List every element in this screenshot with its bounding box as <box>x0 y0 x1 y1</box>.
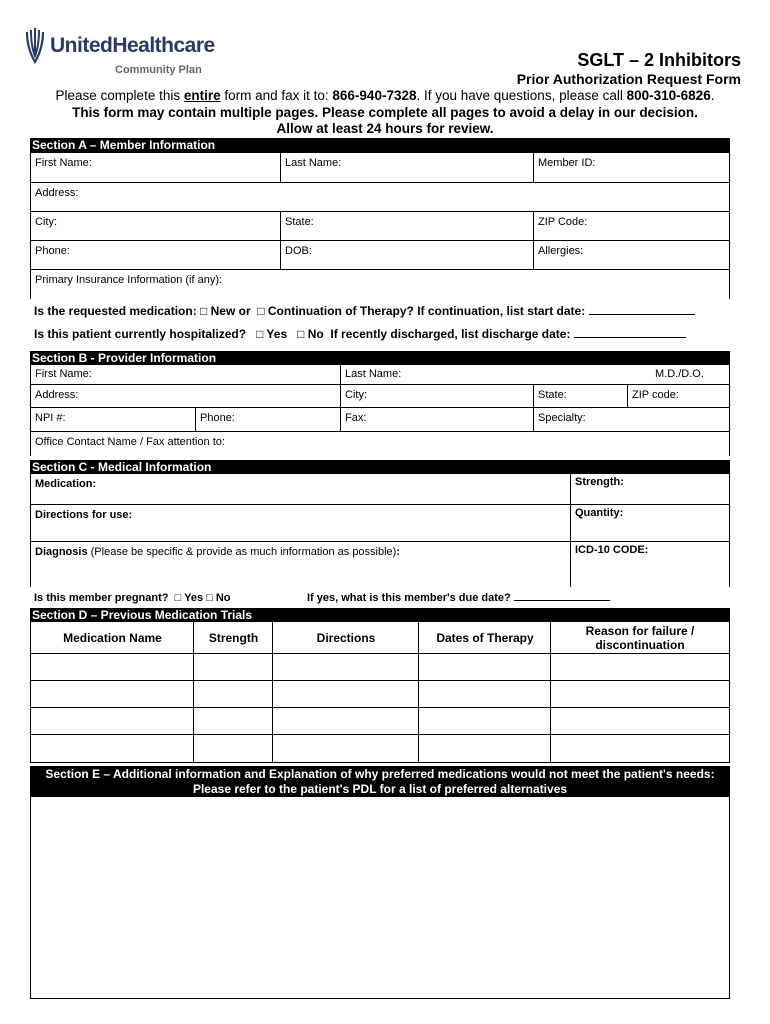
member-dob-field[interactable]: DOB: <box>280 241 534 269</box>
member-city-field[interactable]: City: <box>35 216 57 228</box>
hospitalized-question: Is this patient currently hospitalized? □ Yes □ No If recently discharged, list discharge date: <box>34 327 686 341</box>
logo-wordmark: UnitedHealthcare <box>50 34 215 57</box>
intro-line-1: Please complete this entire form and fax it to: 866-940-7328. If you have questions, please call 800-310-6826. <box>55 88 715 103</box>
pregnancy-question: Is this member pregnant? □ Yes □ No <box>34 592 231 604</box>
diagnosis-field[interactable]: Diagnosis (Please be specific & provide as much information as possible): <box>35 546 401 558</box>
provider-degree-label: M.D./D.O. <box>655 368 704 380</box>
icd10-field[interactable]: ICD-10 CODE: <box>570 542 729 587</box>
new-checkbox[interactable]: □ New or <box>200 304 251 318</box>
due-date-blank[interactable] <box>514 600 610 601</box>
section-b-grid <box>30 365 730 456</box>
intro-line-3: Allow at least 24 hours for review. <box>276 121 494 136</box>
continuation-checkbox[interactable]: □ Continuation of Therapy? If continuation, list start date: <box>257 304 586 318</box>
provider-phone-field[interactable]: Phone: <box>195 408 341 431</box>
provider-last-name-field[interactable]: Last Name: <box>340 365 729 384</box>
hospitalized-yes-checkbox[interactable]: □ Yes <box>256 327 288 341</box>
primary-insurance-field[interactable]: Primary Insurance Information (if any): <box>35 274 223 286</box>
fax-number: 866-940-7328 <box>332 88 417 103</box>
section-c-header: Section C - Medical Information <box>30 460 730 474</box>
section-e-header <box>30 766 730 797</box>
member-last-name-field[interactable]: Last Name: <box>280 153 534 182</box>
quantity-field[interactable]: Quantity: <box>570 505 729 541</box>
pregnant-yes-checkbox[interactable]: □ Yes <box>174 592 204 604</box>
discharge-date-blank[interactable] <box>574 337 686 338</box>
section-c-grid <box>30 474 730 587</box>
section-d-header: Section D – Previous Medication Trials <box>30 608 730 622</box>
previous-trials-table <box>30 622 730 763</box>
section-e-title: Section E – Additional information and Explanation of why preferred medications would not meet the patient's needs: <box>45 767 715 781</box>
member-address-field[interactable]: Address: <box>35 187 79 199</box>
directions-field[interactable]: Directions for use: <box>35 509 133 521</box>
col-medication-name: Medication Name <box>63 631 162 645</box>
provider-npi-field[interactable]: NPI #: <box>35 412 66 424</box>
table-row[interactable] <box>31 681 729 708</box>
member-zip-field[interactable]: ZIP Code: <box>533 212 729 240</box>
form-title: SGLT – 2 Inhibitors <box>577 50 741 70</box>
pregnant-no-checkbox[interactable]: □ No <box>206 592 231 604</box>
start-date-blank[interactable] <box>589 314 695 315</box>
table-header-row <box>31 622 729 654</box>
col-strength: Strength <box>193 622 273 653</box>
member-state-field[interactable]: State: <box>280 212 534 240</box>
provider-state-field[interactable]: State: <box>533 385 628 407</box>
section-a-header: Section A – Member Information <box>30 138 730 152</box>
office-contact-field[interactable]: Office Contact Name / Fax attention to: <box>35 436 225 448</box>
section-e-subtitle: Please refer to the patient's PDL for a list of preferred alternatives <box>192 782 568 796</box>
uhc-shield-logo-icon <box>24 28 46 66</box>
medication-field[interactable]: Medication: <box>35 478 97 490</box>
member-first-name-field[interactable]: First Name: <box>35 157 92 169</box>
table-row[interactable] <box>31 735 729 763</box>
member-phone-field[interactable]: Phone: <box>35 245 70 257</box>
col-reason-for-failure: Reason for failure / discontinuation <box>550 622 729 653</box>
table-row[interactable] <box>31 708 729 735</box>
due-date-question: If yes, what is this member's due date? <box>307 592 610 604</box>
additional-info-textarea[interactable] <box>30 797 730 999</box>
provider-fax-field[interactable]: Fax: <box>340 408 534 431</box>
provider-first-name-field[interactable]: First Name: <box>35 368 92 380</box>
medication-status-question: Is the requested medication: □ New or □ Continuation of Therapy? If continuation, list start date: <box>34 304 695 318</box>
intro-line-2: This form may contain multiple pages. Please complete all pages to avoid a delay in our decision. <box>72 105 698 120</box>
table-row[interactable] <box>31 654 729 681</box>
provider-zip-field[interactable]: ZIP code: <box>627 385 729 407</box>
provider-address-field[interactable]: Address: <box>35 389 79 401</box>
hospitalized-no-checkbox[interactable]: □ No <box>297 327 324 341</box>
strength-field[interactable]: Strength: <box>570 474 729 504</box>
section-a-grid <box>30 152 730 299</box>
col-directions: Directions <box>272 622 419 653</box>
help-phone: 800-310-6826 <box>626 88 711 103</box>
provider-specialty-field[interactable]: Specialty: <box>533 408 729 431</box>
form-subtitle: Prior Authorization Request Form <box>516 71 741 87</box>
logo-subtitle: Community Plan <box>115 64 202 76</box>
provider-city-field[interactable]: City: <box>340 385 534 407</box>
section-b-header: Section B - Provider Information <box>30 351 730 365</box>
col-dates-of-therapy: Dates of Therapy <box>418 622 551 653</box>
member-id-field[interactable]: Member ID: <box>533 153 729 182</box>
member-allergies-field[interactable]: Allergies: <box>533 241 729 269</box>
